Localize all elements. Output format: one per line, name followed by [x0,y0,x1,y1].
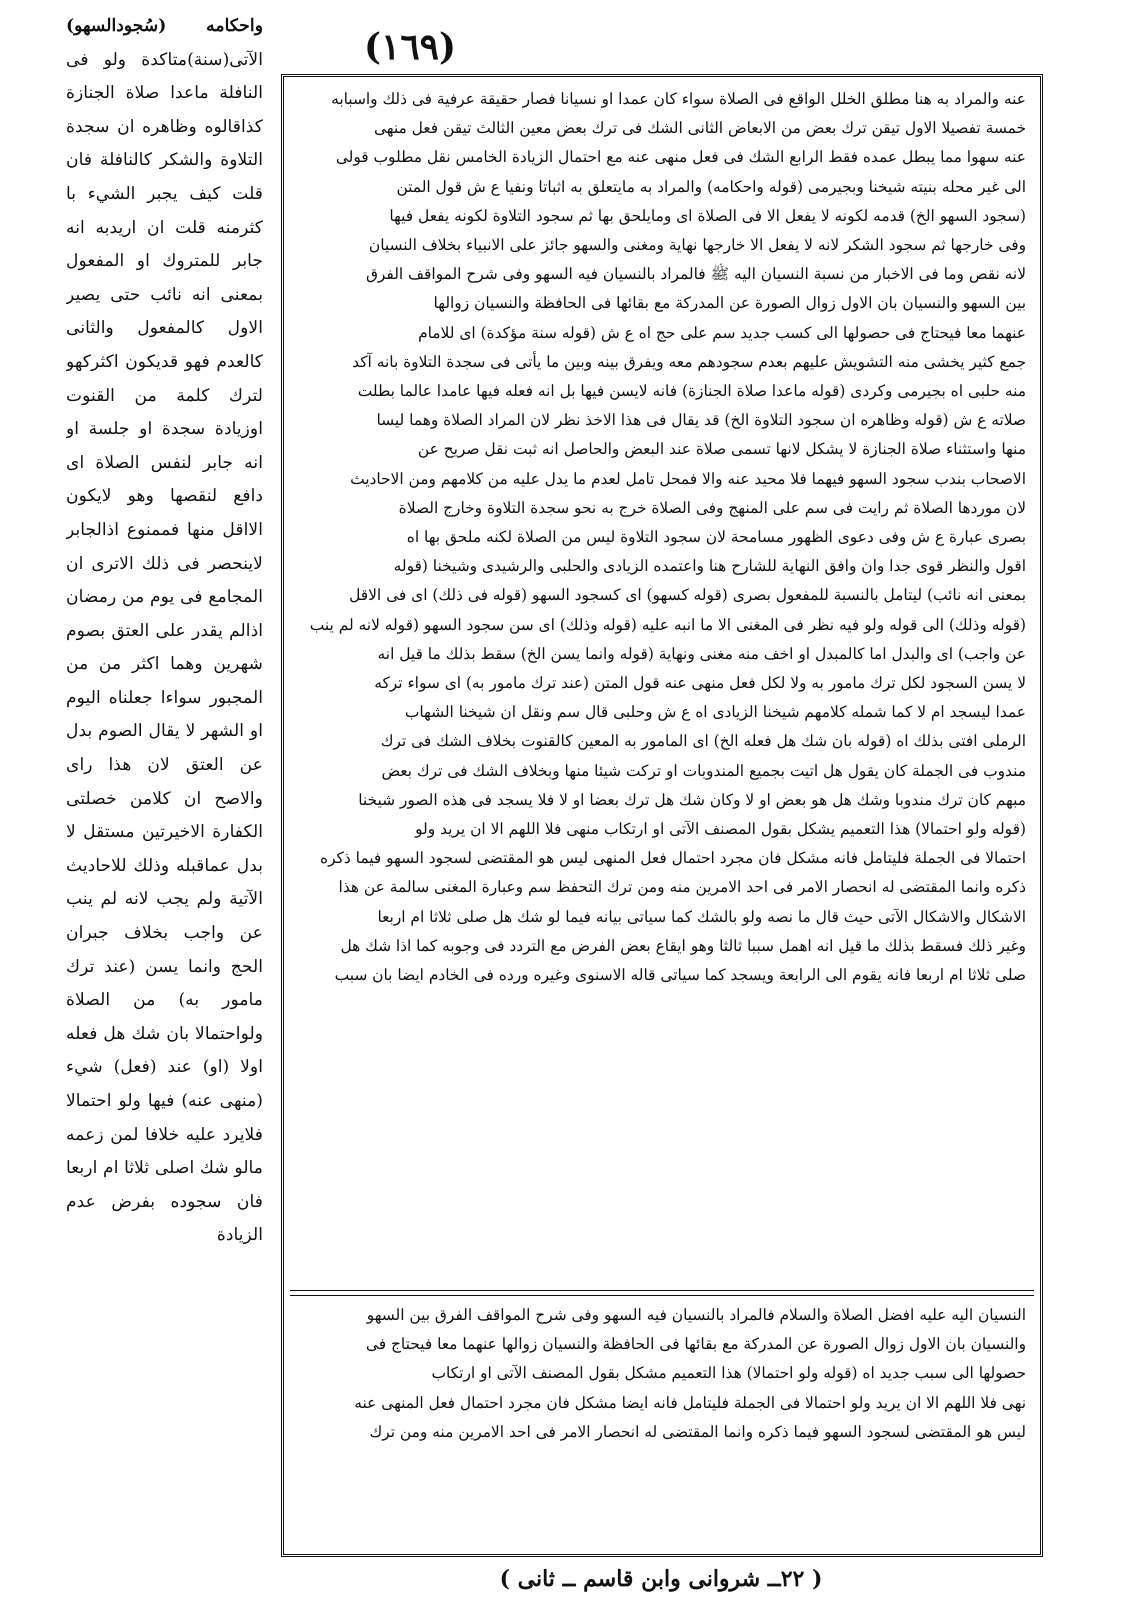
text-line: بين السهو والنسيان بان الاول زوال الصورة عن المدركة مع بقائها فى الحافظة والنسيان زوالها [433,294,1026,313]
main-commentary-frame [281,74,1043,1557]
text-line: (قوله وذلك) الى قوله ولو فيه نظر فى المغنى الا ما انبه عليه (قوله وذلك) اى سن سجود السهو (قوله لانه لم ينب [309,615,1026,634]
page-number: (١٦٩) [363,26,457,68]
text-line: لان موردها الصلاة ثم رايت فى سم على المنهج وفى الصلاة خرج به نحو سجدة التلاوة وخارج الصلاة [398,498,1026,517]
text-line: خمسة تفصيلا الاول تيقن ترك بعض من الابعاض الثانى الشك فى ترك بعض معين الثالث تيقن فعل منهى [373,119,1026,138]
side-column-heading: واحكامه (سُجودالسهو) [66,16,263,36]
footnote-divider [290,1290,1034,1296]
text-line: صلاته ع ش (قوله وظاهره ان سجود التلاوة الخ) قد يقال فى هذا الاخذ نظر لان المراد الصلاة وهما ليسا [376,411,1026,430]
side-column-text: الآتى(سنة)متاكدة ولو فى النافلة ماعدا صلاة الجنازة كذاقالوه وظاهره ان سجدة التلاوة والشكر كالنافلة فان قلت كيف يجبر الشيء با كثرمنه قلت ان اريدبه انه جابر للمتروك او المفعول بمعنى انه نائب حتى يصير الاول كالمفعول والثانى كالعدم فهو قديكون اكثركهو لترك كلمة من القنوت اوزيادة سجدة او جلسة او انه جابر لنفس الصلاة اى دافع لنقصها وهو لايكون الااقل منها فممنوع اذالجابر لاينحصر فى ذلك الاترى ان المجامع فى يوم من رمضان اذالم يقدر على العتق بصوم شهرين وهما اكثر من من المجبور سواءا جعلناه اليوم او الشهر لا يقال الصوم بدل عن العتق لان هذا راى والاصح ان كلامن خصلتى الكفارة الاخيرتين مستقل لا بدل عماقبله وذلك للاحاديث الآتية ولم يجب لانه لم ينب عن واجب بخلاف جبران الحج وانما يسن (عند ترك مامور به) من الصلاة ولواحتمالا بان شك هل فعله اولا (او) عند (فعل) شيء (منهى عنه) فيها ولو احتمالا فلايرد عليه خلافا لمن زعمه مالو شك اصلى ثلاثا ام اربعا فان سجوده بفرض عدم الزيادة [66,49,263,1246]
text-line: لا يسن السجود لكل ترك مامور به ولا لكل فعل منهى عنه قول المتن (عند ترك مامور به) اى سواء تركه [374,674,1026,693]
text-line: النسيان اليه عليه افضل الصلاة والسلام فالمراد بالنسيان فيه السهو وفى شرح المواقف الفرق بين السهو [366,1306,1026,1324]
text-line: مبهم كان ترك مندوبا وشك هل هو بعض او لا وكان شك هل ترك بعضا او لا فلا يسجد فى هذه الصور شيخنا [358,790,1026,809]
text-line: الرملى افتى بذلك اه (قوله بان شك هل فعله الخ) اى المامور به المعين كالقنوت بخلاف الشك فى ترك [380,732,1026,751]
text-line: (سجود السهو الخ) قدمه لكونه لا يفعل الا فى الصلاة اى ومايلحق بها ثم سجود التلاوة لكونه يفعل فيها [389,206,1026,225]
text-line: ليس هو المقتضى لسجود السهو فيما ذكره وانما المقتضى له انحصار الامر فى احد الامرين منه ومن ترك [369,1422,1026,1441]
text-line: منه حلبى اه بجيرمى وكردى (قوله ماعدا صلاة الجنازة) فانه لايسن فيها بل انه فعله فيها عامدا عالما بطلت [357,382,1026,401]
text-line: ذكره وانما المقتضى له انحصار الامر فى احد الامرين منه ومن ترك التحفظ سم وعبارة المغنى سالمة عن هذا [338,878,1026,897]
text-line: حصولها الى سبب جديد اه (قوله ولو احتمالا) هذا التعميم مشكل بقول المصنف الآتى او ارتكاب [431,1364,1026,1383]
text-line: احتمالا فى الجملة فليتامل فانه مشكل فان مجرد احتمال فعل المنهى ليس هو المقتضى لسجود السهو فيما ذكره [320,849,1026,868]
text-line: الى غير محله بنيته شيخنا وبجيرمى (قوله واحكامه) والمراد به مايتعلق به اثباتا ونفيا ع ش قول المتن [396,177,1026,196]
text-line: عنه سهوا مما يبطل عمده فقط الرابع الشك فى فعل منهى عنه مع احتمال الزيادة الخامس نقل مطلوب قولى [335,148,1026,167]
text-line: منها واستثناء صلاة الجنازة لا يشكل لانها تسمى صلاة عند البعض والحاصل انه ثبت نقل صريح عن [417,440,1026,459]
main-commentary-text [298,85,1026,1285]
text-line: نهى فلا اللهم الا ان يريد ولو احتمالا فى الجملة فليتامل فانه ايضا مشكل فان مجرد احتمال فعل المنهى عنه [354,1393,1026,1412]
text-line: (قوله ولو احتمالا) هذا التعميم يشكل بقول المصنف الآتى او ارتكاب منهى فلا اللهم الا ان يريد ولو [415,820,1026,839]
text-line: والنسيان بان الاول زوال الصورة عن المدركة مع بقائها فى الحافظة والنسيان زوالها عنهما معا فيحتاج فى [365,1335,1026,1354]
text-line: اقول والنظر قوى جدا وان وافق النهاية للشارح هنا واعتمده الزيادى والحلبى والرشيدى وشيخنا (قوله [393,557,1026,576]
text-line: وغير ذلك فسقط بذلك ما قيل انه اهمل سببا ثالثا وهو ايقاع بعض الفرض مع التردد فى وجوبه كما اذا شك هل [340,936,1026,955]
text-line: لانه نقص وما فى الاخبار من نسبة النسيان اليه ﷺ فالمراد بالنسيان فيه السهو وفى شرح المواقف الفرق [365,265,1026,284]
text-line: الاشكال والاشكال الآتى حيث قال ما نصه ولو بالشك كما سياتى بيانه فيما لو شك هل صلى ثلاثا ام اربعا [377,907,1026,926]
text-line: وفى خارجها ثم سجود الشكر لانه لا يفعل الا خارجها نهاية ومغنى والسهو جائز على الانبياء بخلاف النسيان [368,236,1026,255]
text-line: عن واجب) اى والبدل اما كالمبدل او اخف منه مغنى ونهاية (قوله وانما يسن الخ) سقط بذلك ما قيل انه [377,644,1026,663]
footnote-commentary-text [298,1301,1026,1551]
text-line: مندوب فى الجملة كان يقول هل اتيت بجميع المندوبات او تركت شيئا منها وبخلاف الشك فى ترك بعض [381,761,1026,780]
side-commentary-column [66,10,263,1460]
text-line: عنهما معا فيحتاج فى حصولها الى كسب جديد سم على حج اه ع ش (قوله سنة مؤكدة) اى للامام [418,323,1026,342]
text-line: عنه والمراد به هنا مطلق الخلل الواقع فى الصلاة سواء كان عمدا او نسيانا فصار حقيقة عرفية فى ذلك واسبابه [331,90,1026,108]
signature-line: ( ٢٢ــ شروانى وابن قاسم ــ ثانى ) [499,1566,823,1592]
text-line: الاصحاب بندب سجود السهو فيهما فلا محيد عنه والا فمحل تامل لعدم ما يدل عليه من كلامهم ومن الاحاديث [350,469,1026,488]
text-line: عمدا ليسجد ام لا كما شمله كلامهم شيخنا الزيادى اه ع ش وحلبى قال سم ونقل ان شيخنا الشهاب [404,703,1026,722]
text-line: جمع كثير يخشى منه التشويش عليهم بعدم سجودهم معه ويفرق بينه وبين ما يأتى فى سجدة التلاوة بانه آكد [352,352,1026,371]
text-line: صلى ثلاثا ام اربعا فانه يقوم الى الرابعة ويسجد كما سياتى قاله الاسنوى وغيره ورده فى الخادم ايضا بان سبب [334,966,1026,985]
text-line: بصرى عبارة ع ش وفى دعوى الظهور مسامحة لان سجود التلاوة ليس من الصلاة لكنه ملحق بها اه [406,528,1026,547]
text-line: بمعنى انه نائب) ليتامل بالنسبة للمفعول بصرى (قوله كسهو) اى كسجود السهو (قوله فى ذلك) اى فى الاقل [349,586,1026,605]
